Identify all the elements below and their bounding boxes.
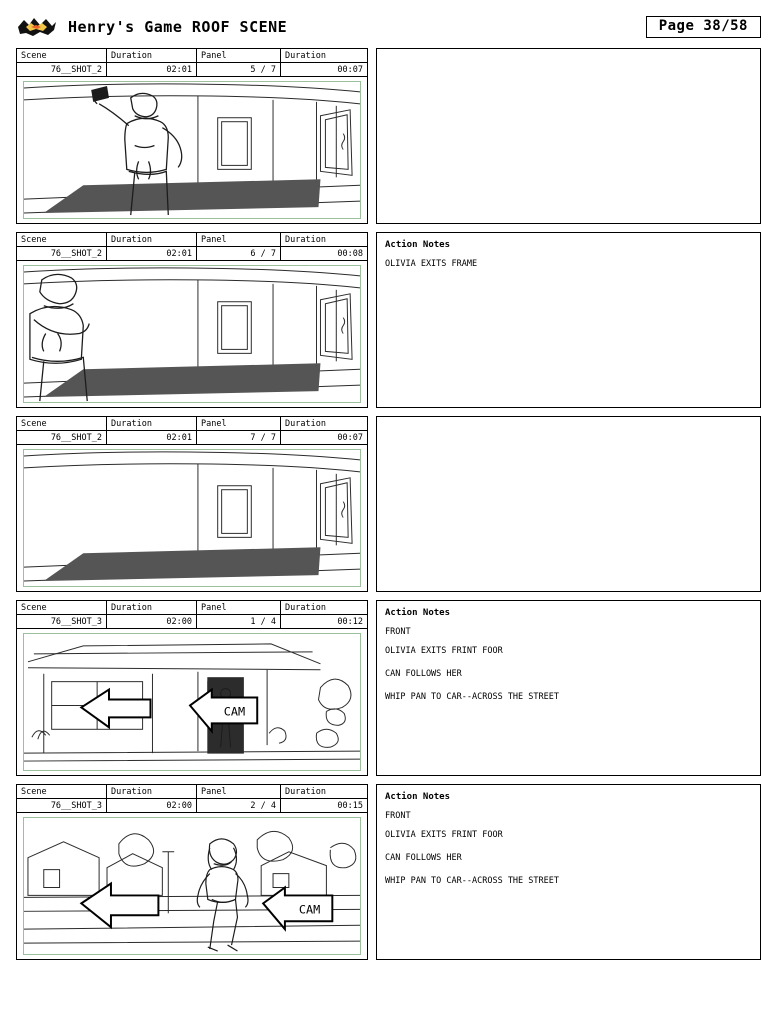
col-header-panel: Panel [197, 49, 281, 63]
cell-panel: 1 / 4 [197, 615, 281, 629]
meta-header-row [17, 417, 367, 431]
notes-title: Action Notes [385, 792, 451, 802]
notes-title: Action Notes [385, 608, 451, 618]
notes-line: FRONT [385, 811, 411, 821]
panel-block [16, 232, 368, 408]
meta-header-row [17, 233, 367, 247]
meta-value-row [17, 63, 367, 77]
panel-meta-table [16, 784, 368, 813]
panel-block [16, 48, 368, 224]
notes-block [376, 784, 761, 960]
panel-image [16, 445, 368, 592]
col-header-scene: Scene [17, 785, 107, 799]
col-header-duration2: Duration [281, 601, 367, 615]
storyboard-row [16, 232, 761, 408]
action-notes [376, 232, 761, 408]
cell-duration: 02:01 [107, 431, 197, 445]
col-header-duration: Duration [107, 601, 197, 615]
panel-block [16, 784, 368, 960]
panel-meta-table [16, 48, 368, 77]
col-header-scene: Scene [17, 417, 107, 431]
cell-panel: 5 / 7 [197, 63, 281, 77]
cell-panel: 6 / 7 [197, 247, 281, 261]
meta-header-row [17, 601, 367, 615]
page-header [16, 14, 761, 40]
cell-scene: 76__SHOT_2 [17, 63, 107, 77]
meta-header-row [17, 49, 367, 63]
col-header-duration: Duration [107, 785, 197, 799]
action-notes [376, 784, 761, 960]
col-header-duration2: Duration [281, 417, 367, 431]
cell-duration2: 00:07 [281, 63, 367, 77]
cell-duration2: 00:07 [281, 431, 367, 445]
sunburst-logo-icon [16, 16, 58, 38]
panel-image [16, 629, 368, 776]
col-header-duration: Duration [107, 417, 197, 431]
action-notes [376, 600, 761, 776]
col-header-scene: Scene [17, 601, 107, 615]
panel-meta-table [16, 232, 368, 261]
panel-block [16, 600, 368, 776]
notes-line: WHIP PAN TO CAR--ACROSS THE STREET [385, 876, 559, 886]
cell-scene: 76__SHOT_3 [17, 799, 107, 813]
cell-panel: 7 / 7 [197, 431, 281, 445]
panel-image [16, 813, 368, 960]
cell-scene: 76__SHOT_2 [17, 247, 107, 261]
storyboard-row [16, 416, 761, 592]
notes-line: CAN FOLLOWS HER [385, 853, 462, 863]
notes-line: CAN FOLLOWS HER [385, 669, 462, 679]
notes-block [376, 416, 761, 592]
meta-header-row [17, 785, 367, 799]
notes-block [376, 232, 761, 408]
col-header-duration: Duration [107, 233, 197, 247]
cell-duration: 02:00 [107, 615, 197, 629]
cell-duration2: 00:08 [281, 247, 367, 261]
col-header-duration: Duration [107, 49, 197, 63]
notes-line: OLIVIA EXITS FRINT FOOR [385, 646, 503, 656]
cell-panel: 2 / 4 [197, 799, 281, 813]
meta-value-row [17, 431, 367, 445]
notes-title: Action Notes [385, 240, 451, 250]
action-notes [376, 416, 761, 592]
notes-line: OLIVIA EXITS FRINT FOOR [385, 830, 503, 840]
col-header-scene: Scene [17, 49, 107, 63]
notes-line: WHIP PAN TO CAR--ACROSS THE STREET [385, 692, 559, 702]
storyboard-row [16, 600, 761, 776]
notes-block [376, 48, 761, 224]
page-number: Page 38/58 [646, 16, 761, 38]
panel-meta-table [16, 416, 368, 445]
col-header-panel: Panel [197, 785, 281, 799]
col-header-panel: Panel [197, 417, 281, 431]
storyboard-row [16, 48, 761, 224]
action-notes [376, 48, 761, 224]
cell-duration: 02:01 [107, 247, 197, 261]
meta-value-row [17, 247, 367, 261]
cell-duration2: 00:12 [281, 615, 367, 629]
col-header-duration2: Duration [281, 233, 367, 247]
notes-block [376, 600, 761, 776]
col-header-duration2: Duration [281, 49, 367, 63]
panel-meta-table [16, 600, 368, 629]
cell-duration: 02:01 [107, 63, 197, 77]
panel-block [16, 416, 368, 592]
svg-text:CAM: CAM [223, 704, 246, 719]
meta-value-row [17, 615, 367, 629]
storyboard-row [16, 784, 761, 960]
page-title: Henry's Game ROOF SCENE [68, 18, 288, 36]
cell-duration: 02:00 [107, 799, 197, 813]
cell-scene: 76__SHOT_2 [17, 431, 107, 445]
cell-scene: 76__SHOT_3 [17, 615, 107, 629]
col-header-duration2: Duration [281, 785, 367, 799]
notes-line: OLIVIA EXITS FRAME [385, 259, 478, 269]
col-header-panel: Panel [197, 233, 281, 247]
meta-value-row [17, 799, 367, 813]
panel-image [16, 261, 368, 408]
svg-text:CAM: CAM [298, 902, 321, 917]
notes-line: FRONT [385, 627, 411, 637]
panel-image [16, 77, 368, 224]
cell-duration2: 00:15 [281, 799, 367, 813]
col-header-panel: Panel [197, 601, 281, 615]
col-header-scene: Scene [17, 233, 107, 247]
